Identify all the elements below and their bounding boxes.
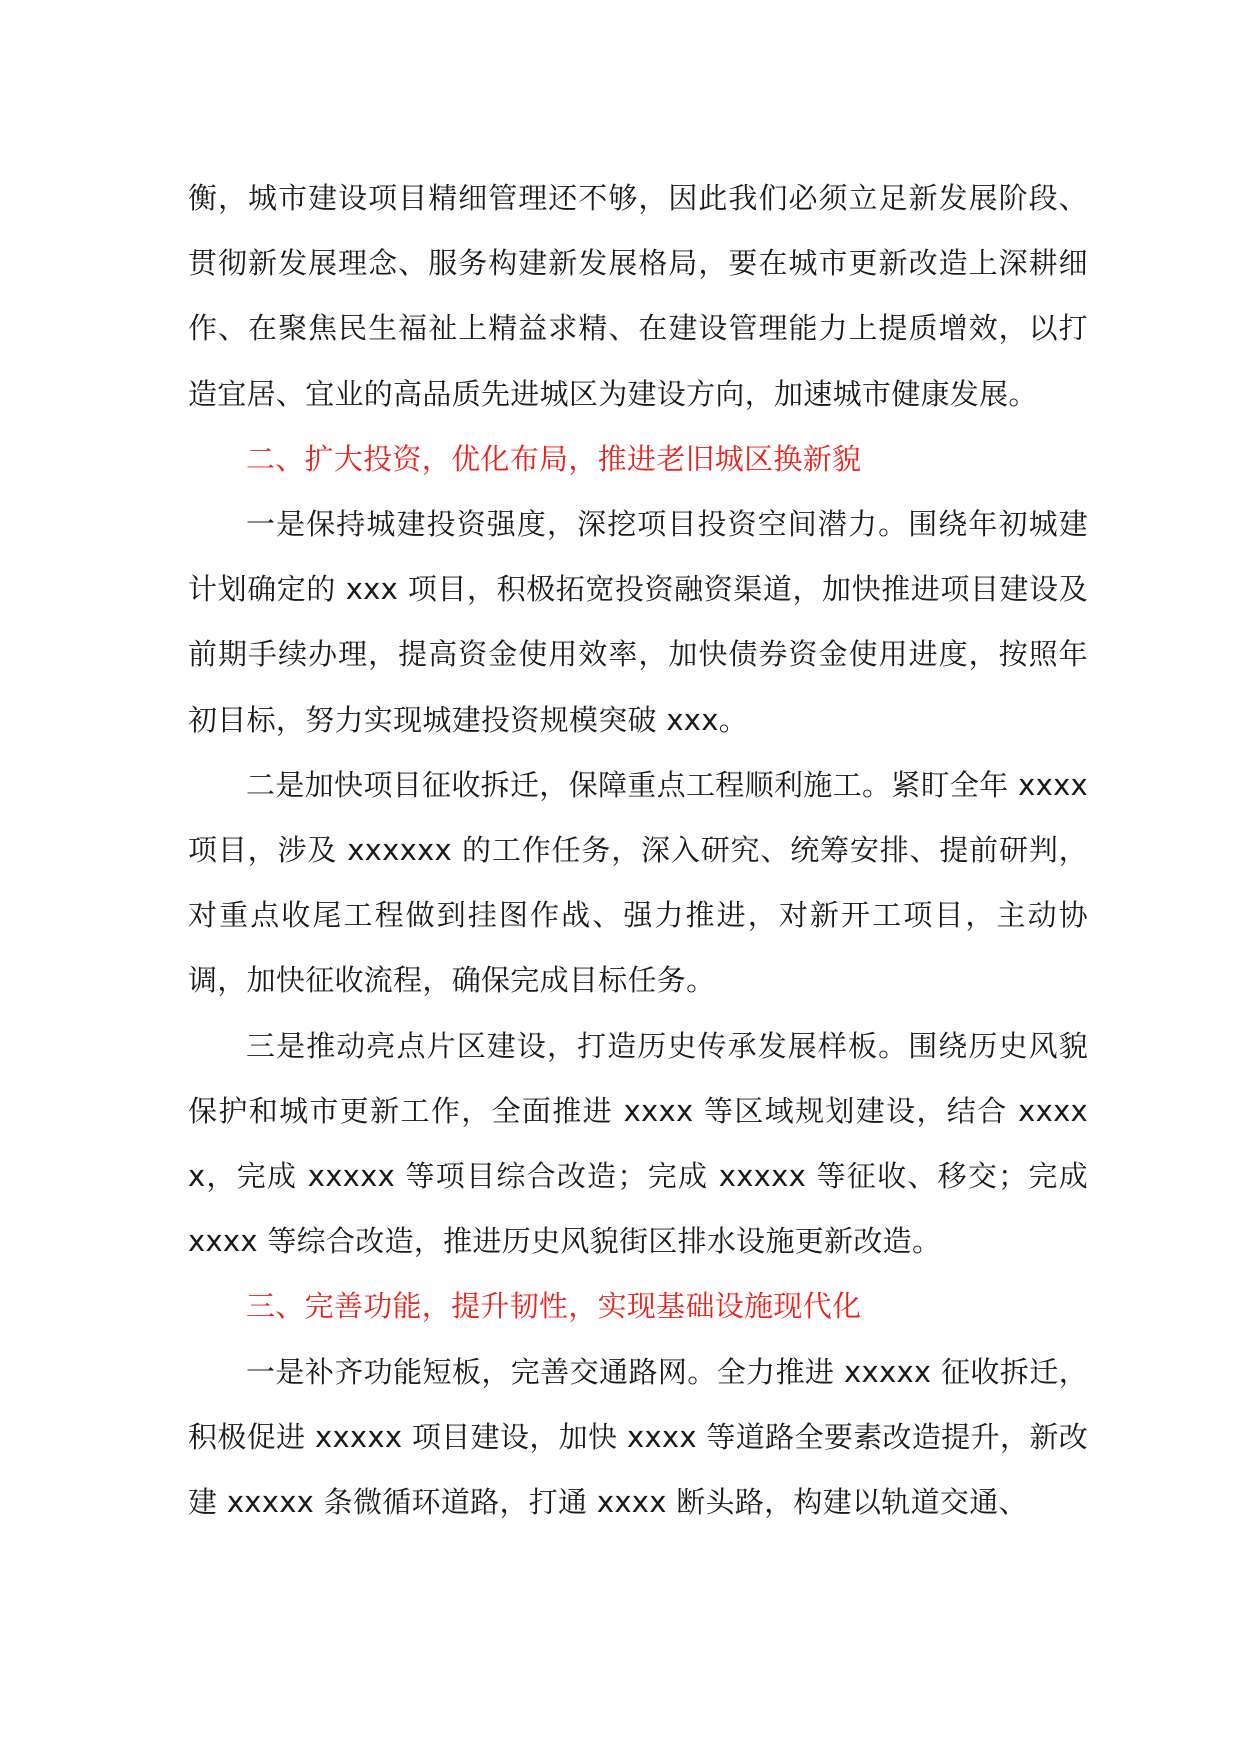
section-2-paragraph-1: 一是保持城建投资强度，深挖项目投资空间潜力。围绕年初城建计划确定的 xxx 项目，积极拓宽投资融资渠道，加快推进项目建设及前期手续办理，提高资金使用效率，加快债券资金使用进度，按照年初目标，努力实现城建投资规模突破 xxx。 [188,507,1088,737]
section-3-heading: 三、完善功能，提升韧性，实现基础设施现代化 [246,1289,862,1324]
section-2-paragraph-3: 三是推动亮点片区建设，打造历史传承发展样板。围绕历史风貌保护和城市更新工作，全面推进 xxxx 等区域规划建设，结合 xxxxx，完成 xxxxx 等项目综合改造；完成 xxxxx 等征收、移交；完成 xxxx 等综合改造，推进历史风貌街区排水设施更新改造。 [188,1028,1088,1259]
document-body [188,166,1088,1535]
section-2-paragraph-2: 二是加快项目征收拆迁，保障重点工程顺利施工。紧盯全年 xxxx 项目，涉及 xxxxxx 的工作任务，深入研究、统筹安排、提前研判，对重点收尾工程做到挂图作战、强力推进，对新开工项目，主动协调，加快征收流程，确保完成目标任务。 [188,767,1088,998]
section-2-heading: 二、扩大投资，优化布局，推进老旧城区换新貌 [246,441,862,476]
section-3-paragraph-1: 一是补齐功能短板，完善交通路网。全力推进 xxxxx 征收拆迁，积极促进 xxxxx 项目建设，加快 xxxx 等道路全要素改造提升，新改建 xxxxx 条微循环道路，打通 xxxx 断头路，构建以轨道交通、 [188,1354,1088,1520]
intro-paragraph: 衡，城市建设项目精细管理还不够，因此我们必须立足新发展阶段、贯彻新发展理念、服务构建新发展格局，要在城市更新改造上深耕细作、在聚焦民生福祉上精益求精、在建设管理能力上提质增效，以打造宜居、宜业的高品质先进城区为建设方向，加速城市健康发展。 [188,181,1088,411]
